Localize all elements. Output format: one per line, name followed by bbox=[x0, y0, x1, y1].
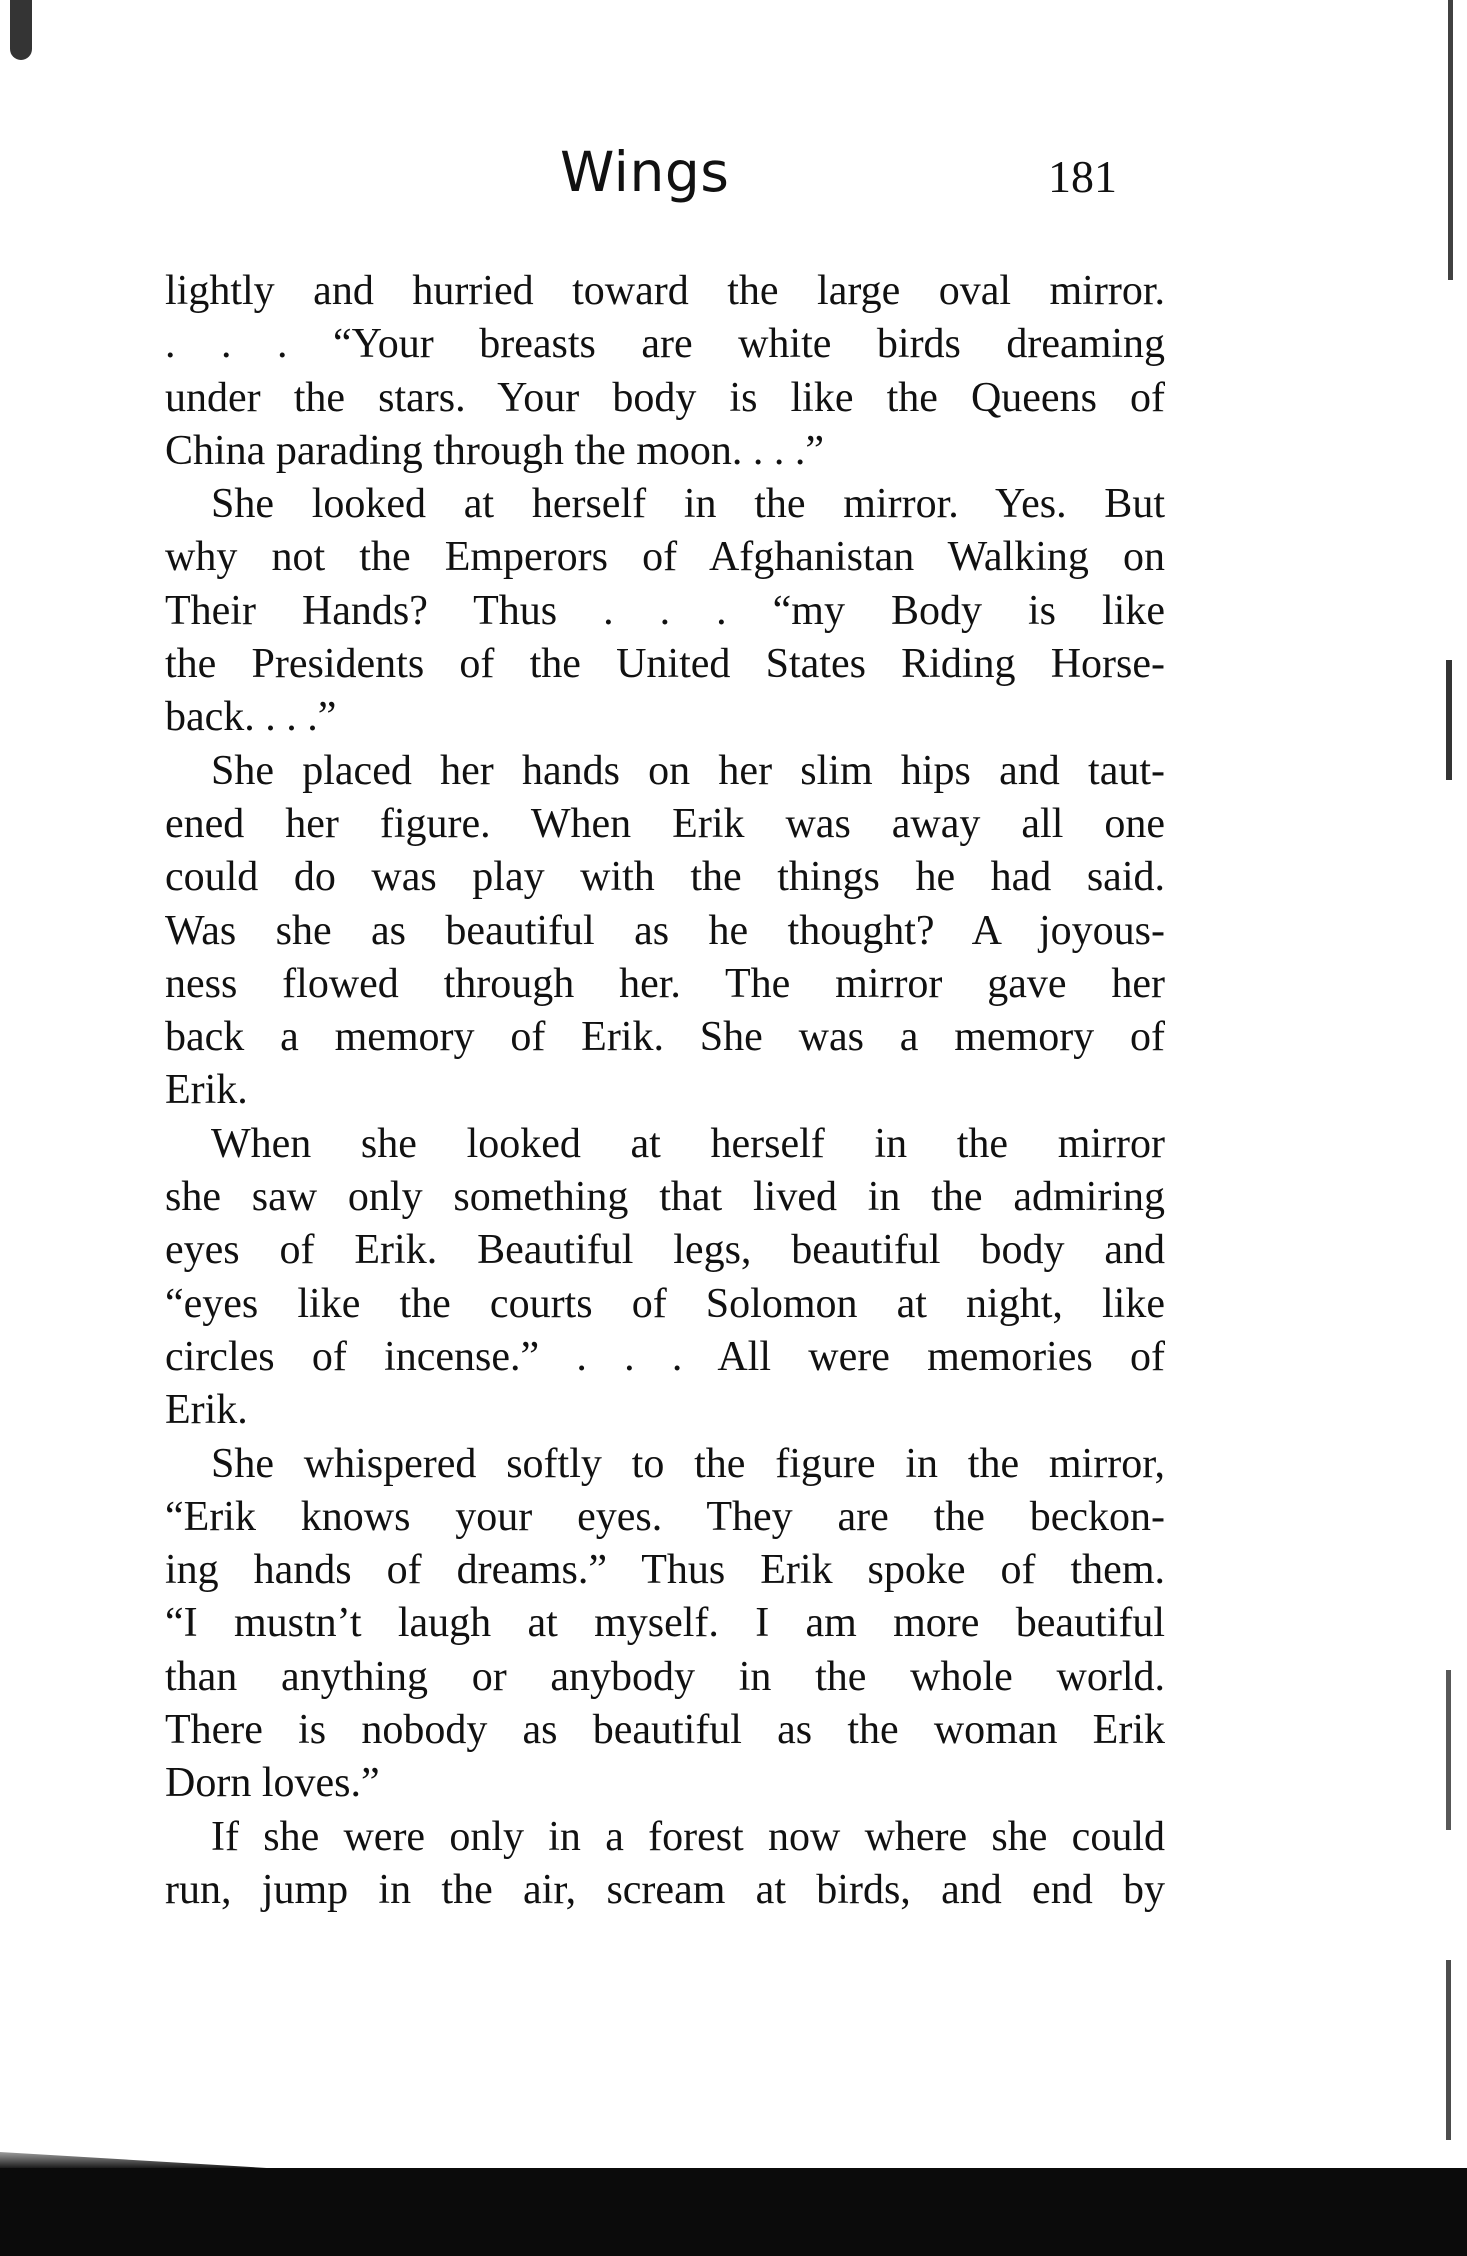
text-line: Erik. bbox=[165, 1067, 248, 1114]
text-line: ness flowed through her. The mirror gave her bbox=[165, 960, 1165, 1007]
text-line: “I mustn’t laugh at myself. I am more beautiful bbox=[165, 1600, 1165, 1647]
text-line: she saw only something that lived in the admiring bbox=[165, 1174, 1165, 1221]
text-line: “Erik knows your eyes. They are the beckon- bbox=[165, 1493, 1165, 1540]
text-line: China parading through the moon. . . .” bbox=[165, 427, 825, 474]
text-line: . . . “Your breasts are white birds dreaming bbox=[165, 321, 1165, 368]
scan-shadow-taper bbox=[0, 2140, 300, 2170]
text-line: She looked at herself in the mirror. Yes. But bbox=[211, 481, 1165, 528]
text-line: lightly and hurried toward the large oval mirror. bbox=[165, 268, 1165, 314]
body-text bbox=[165, 265, 1165, 1917]
text-line: circles of incense.” . . . All were memories of bbox=[165, 1333, 1165, 1380]
running-head bbox=[0, 140, 1467, 210]
text-line: Was she as beautiful as he thought? A joyous- bbox=[165, 907, 1165, 954]
text-line: Erik. bbox=[165, 1387, 248, 1434]
text-line: why not the Emperors of Afghanistan Walking on bbox=[165, 534, 1165, 581]
scan-edge-mark bbox=[1446, 660, 1452, 780]
text-line: Dorn loves.” bbox=[165, 1760, 380, 1807]
text-line: Their Hands? Thus . . . “my Body is like bbox=[165, 587, 1165, 634]
scan-edge-mark bbox=[1446, 1960, 1451, 2140]
scan-edge-mark bbox=[1446, 1670, 1451, 1830]
text-line: back. . . .” bbox=[165, 694, 337, 741]
text-line: There is nobody as beautiful as the woman Erik bbox=[165, 1707, 1165, 1754]
text-line: She placed her hands on her slim hips and taut- bbox=[211, 747, 1165, 794]
text-line: “eyes like the courts of Solomon at night, like bbox=[165, 1280, 1165, 1327]
running-title: Wings bbox=[560, 140, 730, 204]
text-line: could do was play with the things he had said. bbox=[165, 854, 1165, 901]
text-line: If she were only in a forest now where she could bbox=[211, 1813, 1165, 1860]
scan-bottom-shadow bbox=[0, 2168, 1467, 2256]
text-line: than anything or anybody in the whole world. bbox=[165, 1653, 1165, 1700]
text-line: She whispered softly to the figure in the mirror, bbox=[211, 1440, 1165, 1487]
text-line: When she looked at herself in the mirror bbox=[211, 1120, 1165, 1167]
text-line: ing hands of dreams.” Thus Erik spoke of them. bbox=[165, 1547, 1165, 1594]
text-line: the Presidents of the United States Riding Horse- bbox=[165, 641, 1165, 688]
text-line: under the stars. Your body is like the Queens of bbox=[165, 374, 1165, 421]
text-line: eyes of Erik. Beautiful legs, beautiful body and bbox=[165, 1227, 1165, 1274]
page-number: 181 bbox=[1048, 151, 1117, 202]
text-line: run, jump in the air, scream at birds, and end by bbox=[165, 1866, 1165, 1913]
text-line: back a memory of Erik. She was a memory of bbox=[165, 1014, 1165, 1061]
text-line: ened her figure. When Erik was away all one bbox=[165, 800, 1165, 847]
scan-smudge-top-left bbox=[10, 0, 32, 60]
